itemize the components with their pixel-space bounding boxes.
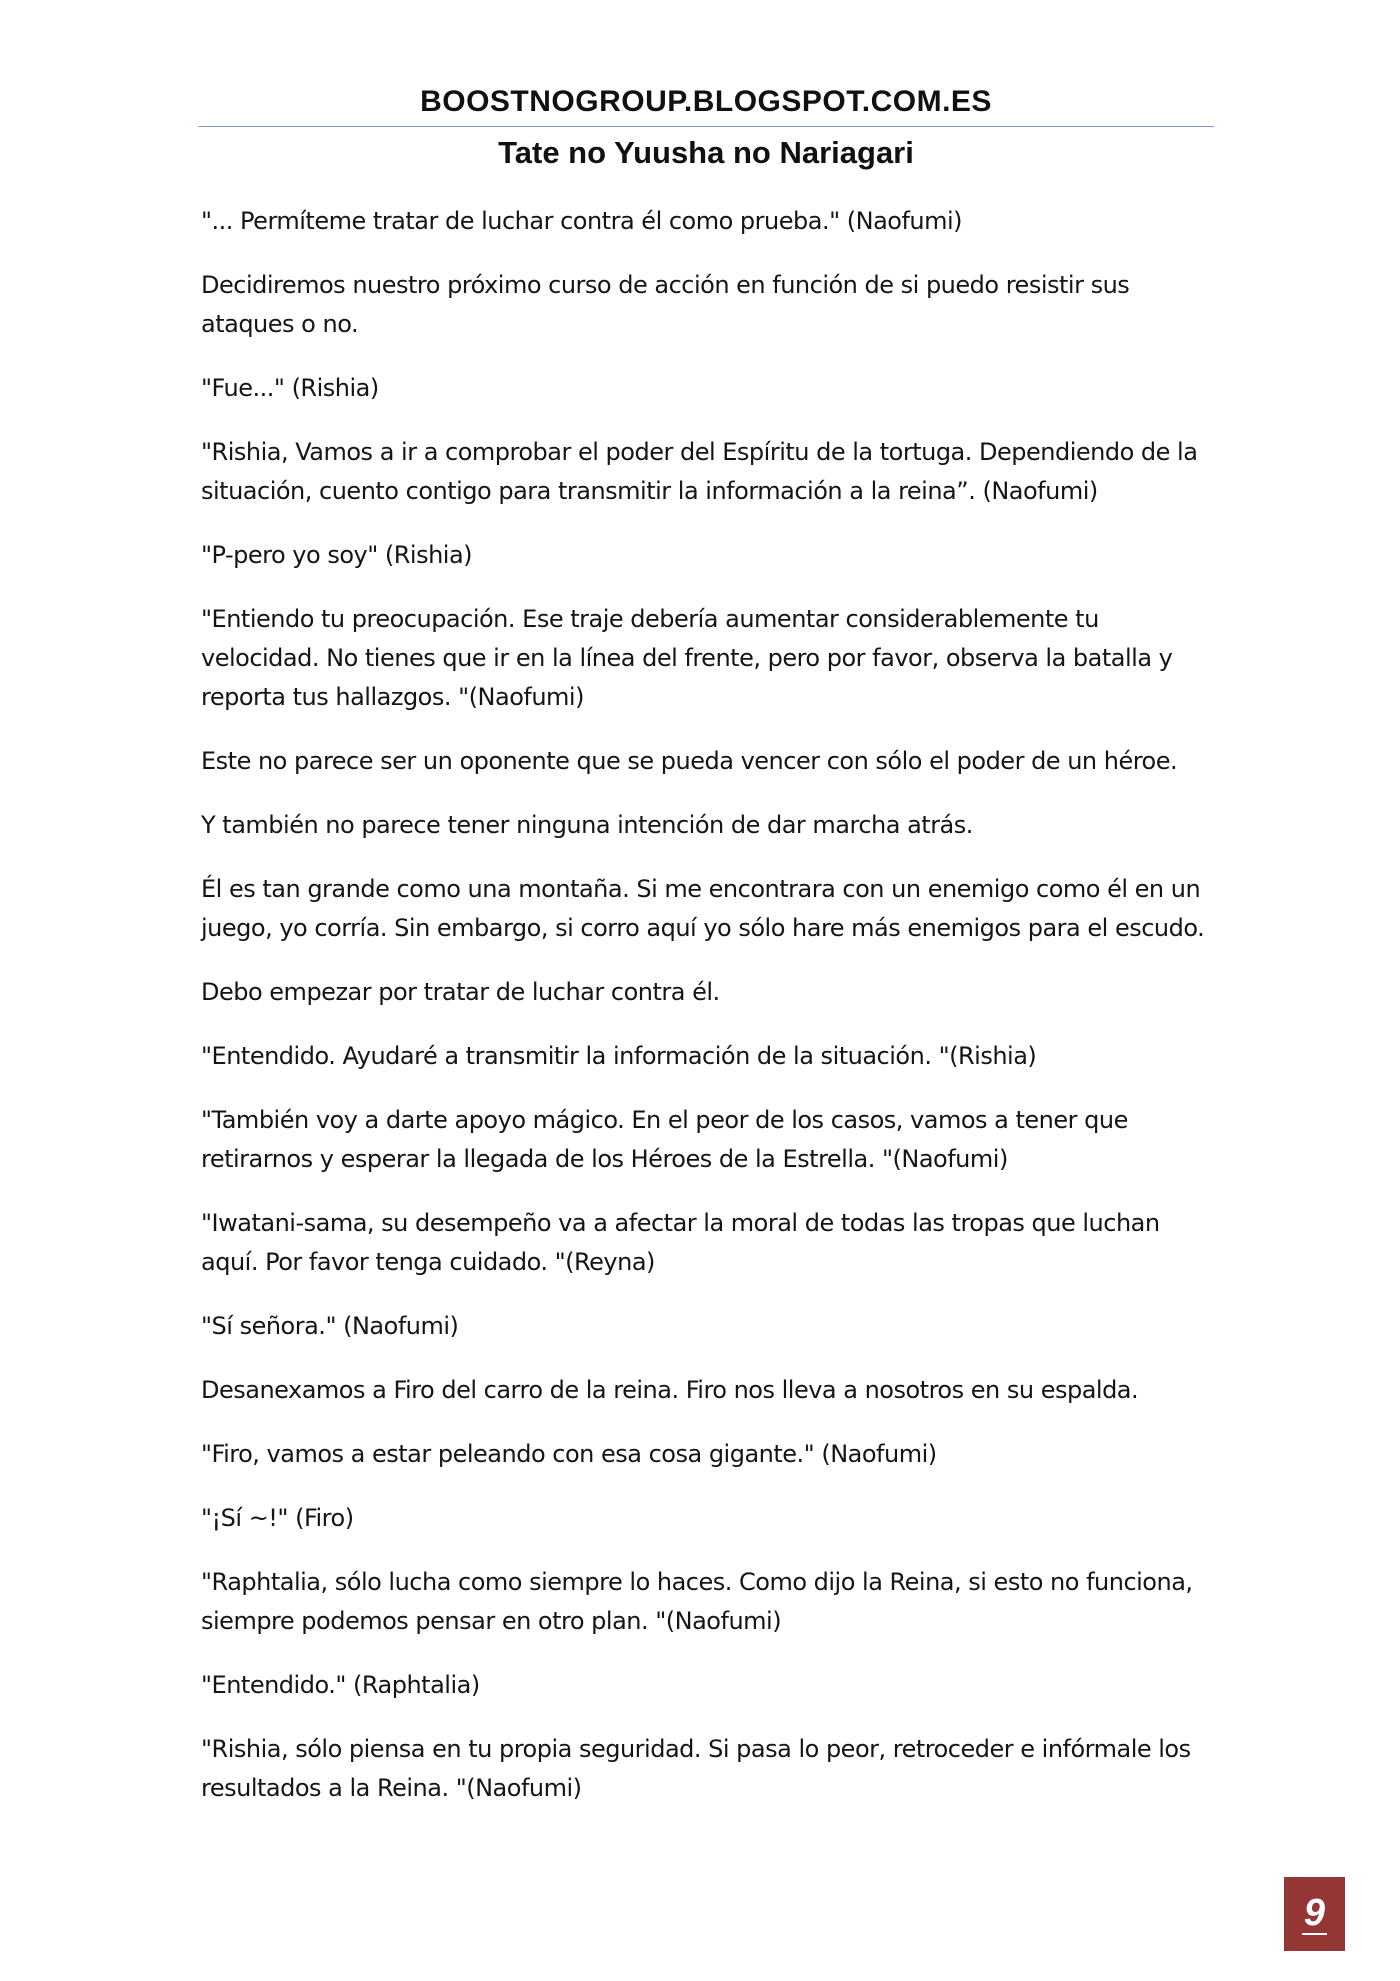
page-number-badge — [1284, 1877, 1345, 1951]
paragraph: "¡Sí ~!" (Firo) — [201, 1504, 354, 1532]
paragraph: Él es tan grande como una montaña. Si me encontrara con un enemigo como él en un juego, yo corría. Sin embargo, si corro aquí yo sólo hare más enemigos para el escudo. — [201, 875, 1205, 942]
paragraph: Este no parece ser un oponente que se pueda vencer con sólo el poder de un héroe. — [201, 747, 1178, 775]
paragraph: "Rishia, sólo piensa en tu propia seguridad. Si pasa lo peor, retroceder e infórmale los resultados a la Reina. "(Naofumi) — [201, 1735, 1191, 1802]
document-title: Tate no Yuusha no Nariagari — [498, 135, 914, 170]
paragraph: Decidiremos nuestro próximo curso de acción en función de si puedo resistir sus ataques o no. — [201, 271, 1130, 338]
paragraph: "Entiendo tu preocupación. Ese traje debería aumentar considerablemente tu velocidad. No tienes que ir en la línea del frente, pero por favor, observa la batalla y reporta tus hallazgos. "(Naofumi) — [201, 605, 1173, 711]
paragraph: "También voy a darte apoyo mágico. En el peor de los casos, vamos a tener que retirarnos y esperar la llegada de los Héroes de la Estrella. "(Naofumi) — [201, 1106, 1128, 1173]
paragraph: "Entendido. Ayudaré a transmitir la información de la situación. "(Rishia) — [201, 1042, 1037, 1070]
paragraph: Debo empezar por tratar de luchar contra él. — [201, 978, 720, 1006]
site-url: BOOSTNOGROUP.BLOGSPOT.COM.ES — [420, 85, 992, 118]
header-divider — [198, 126, 1214, 127]
paragraph: Desanexamos a Firo del carro de la reina. Firo nos lleva a nosotros en su espalda. — [201, 1376, 1139, 1404]
document-body — [201, 202, 1211, 1833]
paragraph: "Sí señora." (Naofumi) — [201, 1312, 459, 1340]
page-number: 9 — [1303, 1892, 1326, 1934]
paragraph: "... Permíteme tratar de luchar contra él como prueba." (Naofumi) — [201, 207, 963, 235]
paragraph: "Raphtalia, sólo lucha como siempre lo haces. Como dijo la Reina, si esto no funciona, siempre podemos pensar en otro plan. "(Naofumi) — [201, 1568, 1193, 1635]
paragraph: "Iwatani-sama, su desempeño va a afectar la moral de todas las tropas que luchan aquí. Por favor tenga cuidado. "(Reyna) — [201, 1209, 1160, 1276]
paragraph: "Entendido." (Raphtalia) — [201, 1671, 480, 1699]
paragraph: Y también no parece tener ninguna intención de dar marcha atrás. — [201, 811, 973, 839]
paragraph: "Rishia, Vamos a ir a comprobar el poder del Espíritu de la tortuga. Dependiendo de la situación, cuento contigo para transmitir la información a la reina”. (Naofumi) — [201, 438, 1198, 505]
paragraph: "Firo, vamos a estar peleando con esa cosa gigante." (Naofumi) — [201, 1440, 937, 1468]
page-header — [198, 82, 1214, 174]
paragraph: "Fue..." (Rishia) — [201, 374, 379, 402]
paragraph: "P-pero yo soy" (Rishia) — [201, 541, 473, 569]
